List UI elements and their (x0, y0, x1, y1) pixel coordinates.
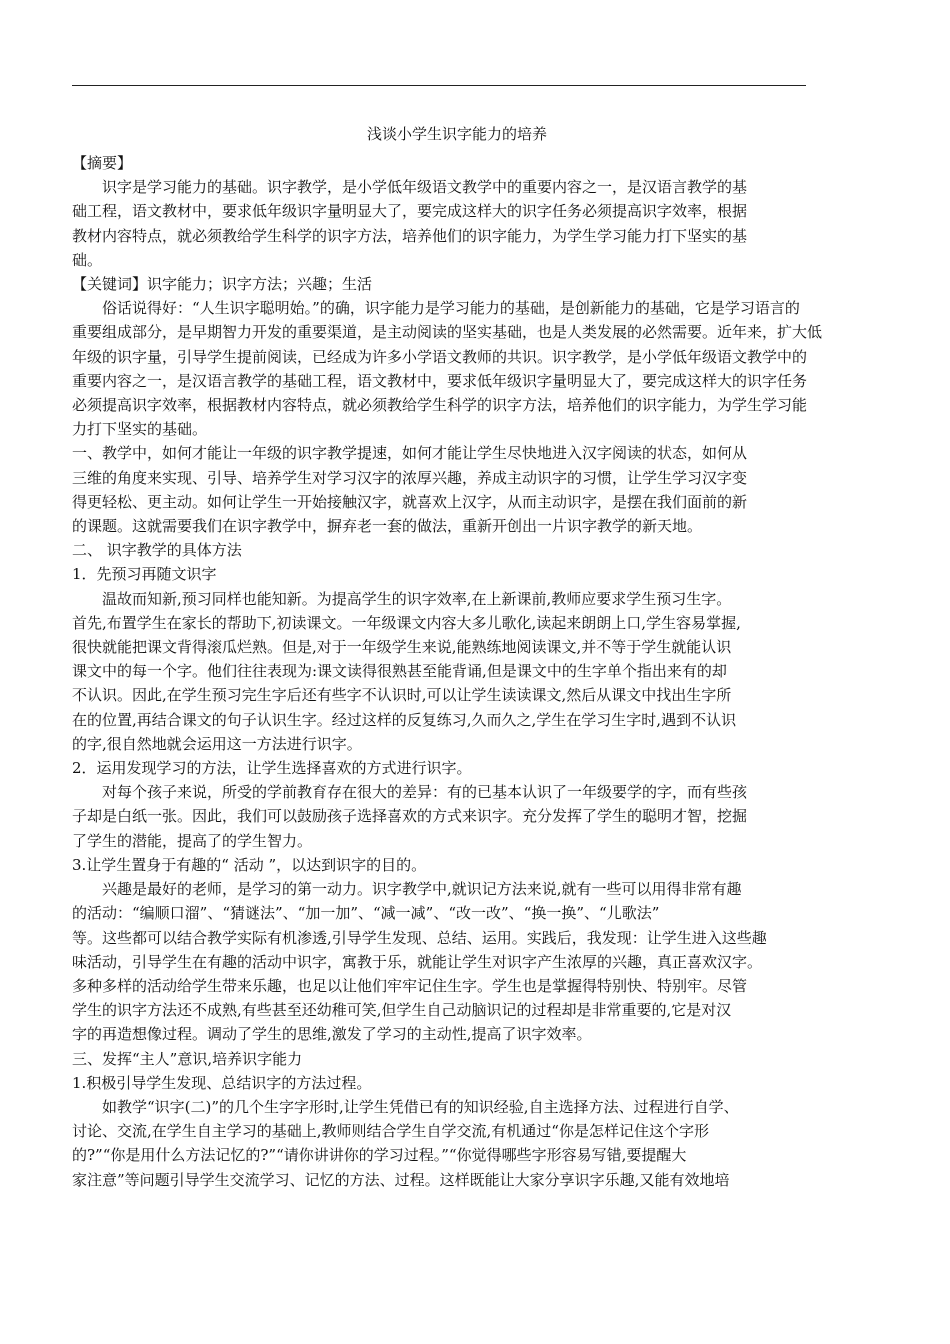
paragraph-line: 对每个孩子来说，所受的学前教育存在很大的差异：有的已基本认识了一年级要学的字，而有些孩 (102, 783, 748, 802)
abstract-line: 础。 (72, 250, 103, 269)
paragraph-line: 多种多样的活动给学生带来乐趣，也足以让他们牢牢记住生字。学生也是掌握得特别快、特别牢。尽管 (72, 976, 748, 995)
intro-line: 年级的识字量，引导学生提前阅读，已经成为许多小学语文教师的共识。识字教学，是小学低年级语文教学中的 (72, 347, 808, 366)
abstract-line: 础工程，语文教材中，要求低年级识字量明显大了，要完成这样大的识字任务必须提高识字效率，根据 (72, 202, 748, 221)
document-body (72, 122, 823, 1192)
paragraph-line: 首先,布置学生在家长的帮助下,初读课文。一年级课文内容大多儿歌化,读起来朗朗上口,学生容易掌握, (72, 613, 741, 632)
subsection-heading: 3.让学生置身于有趣的“ 活动 ”，以达到识字的目的。 (72, 855, 427, 874)
paragraph-line: 家注意”等问题引导学生交流学习、记忆的方法、过程。这样既能让大家分享识字乐趣,又能有效地培 (72, 1170, 730, 1189)
subsection-heading: 1．先预习再随文识字 (72, 565, 217, 584)
intro-line: 力打下坚实的基础。 (72, 420, 208, 439)
paragraph-line: 味活动，引导学生在有趣的活动中识字，寓教于乐，就能让学生对识字产生浓厚的兴趣，真正喜欢汉字。 (72, 952, 763, 971)
paragraph-line: 了学生的潜能，提高了的学生智力。 (72, 831, 313, 850)
keywords-line: 【关键词】识字能力；识字方法；兴趣；生活 (72, 275, 373, 294)
section-one-line: 三维的角度来实现、引导、培养学生对学习汉字的浓厚兴趣，养成主动识字的习惯，让学生学习汉字变 (72, 468, 748, 487)
paragraph-line: 字的再造想像过程。调动了学生的思维,激发了学习的主动性,提高了识字效率。 (72, 1025, 592, 1044)
paragraph-line: 子却是白纸一张。因此，我们可以鼓励孩子选择喜欢的方式来识字。充分发挥了学生的聪明才智，挖掘 (72, 807, 748, 826)
abstract-line: 识字是学习能力的基础。识字教学，是小学低年级语文教学中的重要内容之一，是汉语言教学的基 (102, 178, 748, 197)
paragraph-line: 兴趣是最好的老师，是学习的第一动力。识字教学中,就识记方法来说,就有一些可以用得非常有趣 (102, 880, 742, 899)
section-three-heading: 三、发挥“主人”意识,培养识字能力 (72, 1049, 303, 1068)
section-two-heading: 二、 识字教学的具体方法 (72, 541, 242, 560)
paragraph-line: 学生的识字方法还不成熟,有些甚至还幼稚可笑,但学生自己动脑识记的过程却是非常重要的,它是对汉 (72, 1001, 732, 1020)
paragraph-line: 讨论、交流,在学生自主学习的基础上,教师则结合学生自学交流,有机通过“你是怎样记住这个字形 (72, 1122, 709, 1141)
header-rule (72, 85, 806, 86)
intro-line: 重要内容之一，是汉语言教学的基础工程，语文教材中，要求低年级识字量明显大了，要完成这样大的识字任务 (72, 371, 808, 390)
paragraph-line: 课文中的每一个字。他们往往表现为:课文读得很熟甚至能背诵,但是课文中的生字单个指出来有的却 (72, 662, 727, 681)
document-title: 浅谈小学生识字能力的培养 (366, 125, 547, 143)
paragraph-line: 的活动：“编顺口溜”、“猜谜法”、“加一加”、“减一减”、“改一改”、“换一换”、“儿歌法” (72, 904, 660, 923)
paragraph-line: 在的位置,再结合课文的句子认识生字。经过这样的反复练习,久而久之,学生在学习生字时,遇到不认识 (72, 710, 737, 729)
intro-line: 重要组成部分，是早期智力开发的重要渠道，是主动阅读的坚实基础，也是人类发展的必然需要。近年来，扩大低 (72, 323, 823, 342)
paragraph-line: 的?”“你是用什么方法记忆的?”“请你讲讲你的学习过程。”“你觉得哪些字形容易写错,要提醒大 (72, 1146, 687, 1165)
section-one-line: 得更轻松、更主动。如何让学生一开始接触汉字，就喜欢上汉字，从而主动识字，是摆在我们面前的新 (72, 492, 748, 511)
paragraph-line: 的字,很自然地就会运用这一方法进行识字。 (72, 734, 362, 753)
paragraph-line: 等。这些都可以结合教学实际有机渗透,引导学生发现、总结、运用。实践后，我发现：让学生进入这些趣 (72, 928, 767, 947)
intro-line: 俗话说得好：“人生识字聪明始。”的确，识字能力是学习能力的基础，是创新能力的基础，它是学习语言的 (102, 299, 800, 318)
section-one-line: 的课题。这就需要我们在识字教学中，摒弃老一套的做法，重新开创出一片识字教学的新天地。 (72, 517, 703, 536)
abstract-line: 教材内容特点，就必须教给学生科学的识字方法，培养他们的识字能力，为学生学习能力打下坚实的基 (72, 226, 748, 245)
section-one-line: 一、教学中，如何才能让一年级的识字教学提速，如何才能让学生尽快地进入汉字阅读的状态，如何从 (72, 444, 748, 463)
subsection-heading: 2．运用发现学习的方法，让学生选择喜欢的方式进行识字。 (72, 759, 472, 778)
paragraph-line: 不认识。因此,在学生预习完生字后还有些字不认识时,可以让学生读读课文,然后从课文中找出生字所 (72, 686, 732, 705)
abstract-heading: 【摘要】 (72, 154, 133, 172)
subsection-heading: 1.积极引导学生发现、总结识字的方法过程。 (72, 1073, 372, 1092)
paragraph-line: 如教学“识字(二)”的几个生字字形时,让学生凭借已有的知识经验,自主选择方法、过程进行自学、 (102, 1097, 739, 1116)
intro-line: 必须提高识字效率，根据教材内容特点，就必须教给学生科学的识字方法，培养他们的识字能力，为学生学习能 (72, 396, 808, 415)
paragraph-line: 很快就能把课文背得滚瓜烂熟。但是,对于一年级学生来说,能熟练地阅读课文,并不等于学生就能认识 (72, 638, 732, 657)
paragraph-line: 温故而知新,预习同样也能知新。为提高学生的识字效率,在上新课前,教师应要求学生预习生字。 (102, 589, 732, 608)
